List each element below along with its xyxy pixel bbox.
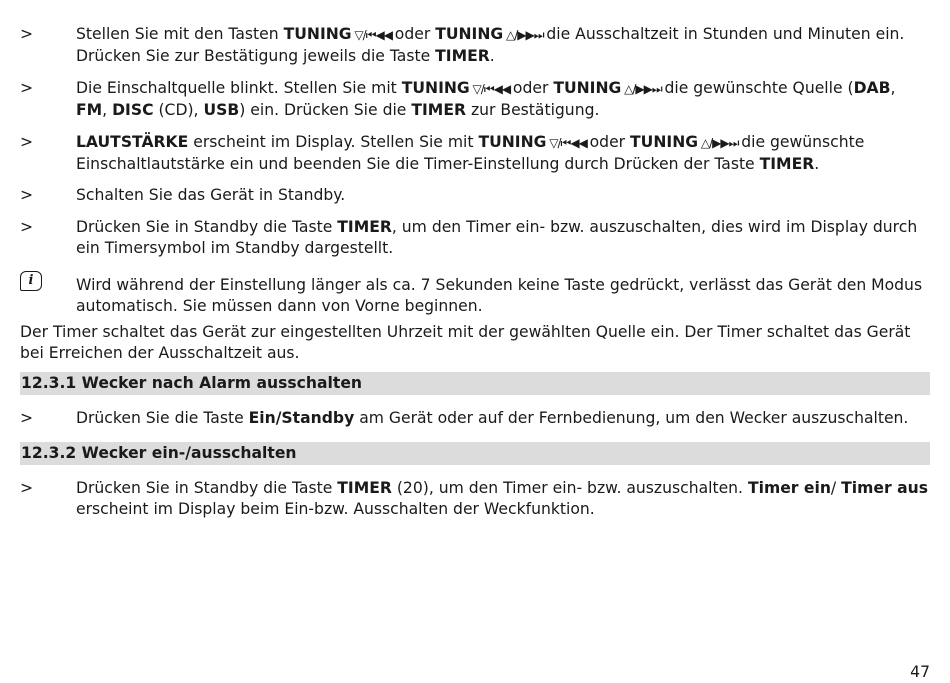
tuning-up-icon: △/▶▶⏭ bbox=[621, 82, 665, 96]
step-text: LAUTSTÄRKE erscheint im Display. Stellen Sie mit TUNING ▽/⏮◀◀ oder TUNING △/▶▶⏭ die gewünschte Einschaltlautstärke ein und beenden Sie die Timer-Einstellung durch Drücken der Taste TIMER. bbox=[76, 133, 865, 173]
step-alarm-toggle bbox=[20, 478, 930, 520]
bullet-marker: > bbox=[20, 186, 34, 204]
tuning-up-icon: △/▶▶⏭ bbox=[503, 28, 547, 42]
step-text: Drücken Sie in Standby die Taste TIMER (20), um den Timer ein- bzw. auszuschalten. Timer ein/ Timer aus erscheint im Display beim Ein-bzw. Ausschalten der Weckfunktion. bbox=[76, 479, 928, 518]
section-heading-12-3-2: 12.3.2 Wecker ein-/ausschalten bbox=[20, 442, 930, 465]
step-alarm-off bbox=[20, 408, 930, 429]
tuning-down-icon: ▽/⏮◀◀ bbox=[546, 136, 590, 150]
info-icon: i bbox=[20, 271, 42, 291]
note-text: Wird während der Einstellung länger als ca. 7 Sekunden keine Taste gedrückt, verlässt das Gerät den Modus automatisch. Sie müssen dann von Vorne beginnen. bbox=[76, 276, 923, 315]
step-select-source bbox=[20, 78, 930, 121]
step-set-volume bbox=[20, 132, 930, 175]
bullet-marker: > bbox=[20, 479, 34, 497]
bullet-marker: > bbox=[20, 25, 34, 43]
step-standby bbox=[20, 185, 930, 206]
step-text: Drücken Sie die Taste Ein/Standby am Gerät oder auf der Fernbedienung, um den Wecker auszuschalten. bbox=[76, 409, 909, 427]
step-set-off-time bbox=[20, 24, 930, 67]
tuning-up-icon: △/▶▶⏭ bbox=[698, 136, 742, 150]
section-heading-12-3-1: 12.3.1 Wecker nach Alarm ausschalten bbox=[20, 372, 930, 395]
bullet-marker: > bbox=[20, 79, 34, 97]
bullet-marker: > bbox=[20, 409, 34, 427]
step-text: Stellen Sie mit den Tasten TUNING ▽/⏮◀◀ oder TUNING △/▶▶⏭ die Ausschaltzeit in Stunden und Minuten ein. Drücken Sie zur Bestätigung jeweils die Taste TIMER. bbox=[76, 25, 905, 65]
bullet-marker: > bbox=[20, 133, 34, 151]
bullet-marker: > bbox=[20, 218, 34, 236]
info-note bbox=[20, 275, 930, 317]
step-text: Die Einschaltquelle blinkt. Stellen Sie mit TUNING ▽/⏮◀◀ oder TUNING △/▶▶⏭ die gewünschte Quelle (DAB, FM, DISC (CD), USB) ein. Drücken Sie die TIMER zur Bestätigung. bbox=[76, 79, 896, 119]
step-toggle-timer bbox=[20, 217, 930, 259]
tuning-down-icon: ▽/⏮◀◀ bbox=[351, 28, 395, 42]
tuning-down-icon: ▽/⏮◀◀ bbox=[469, 82, 513, 96]
step-text: Drücken Sie in Standby die Taste TIMER, um den Timer ein- bzw. auszuschalten, dies wird im Display durch ein Timersymbol im Standby dargestellt. bbox=[76, 218, 918, 257]
page-number: 47 bbox=[910, 663, 930, 681]
step-text: Schalten Sie das Gerät in Standby. bbox=[76, 186, 346, 204]
timer-paragraph: Der Timer schaltet das Gerät zur eingestellten Uhrzeit mit der gewählten Quelle ein. Der Timer schaltet das Gerät bei Erreichen der Ausschaltzeit aus. bbox=[20, 323, 911, 362]
